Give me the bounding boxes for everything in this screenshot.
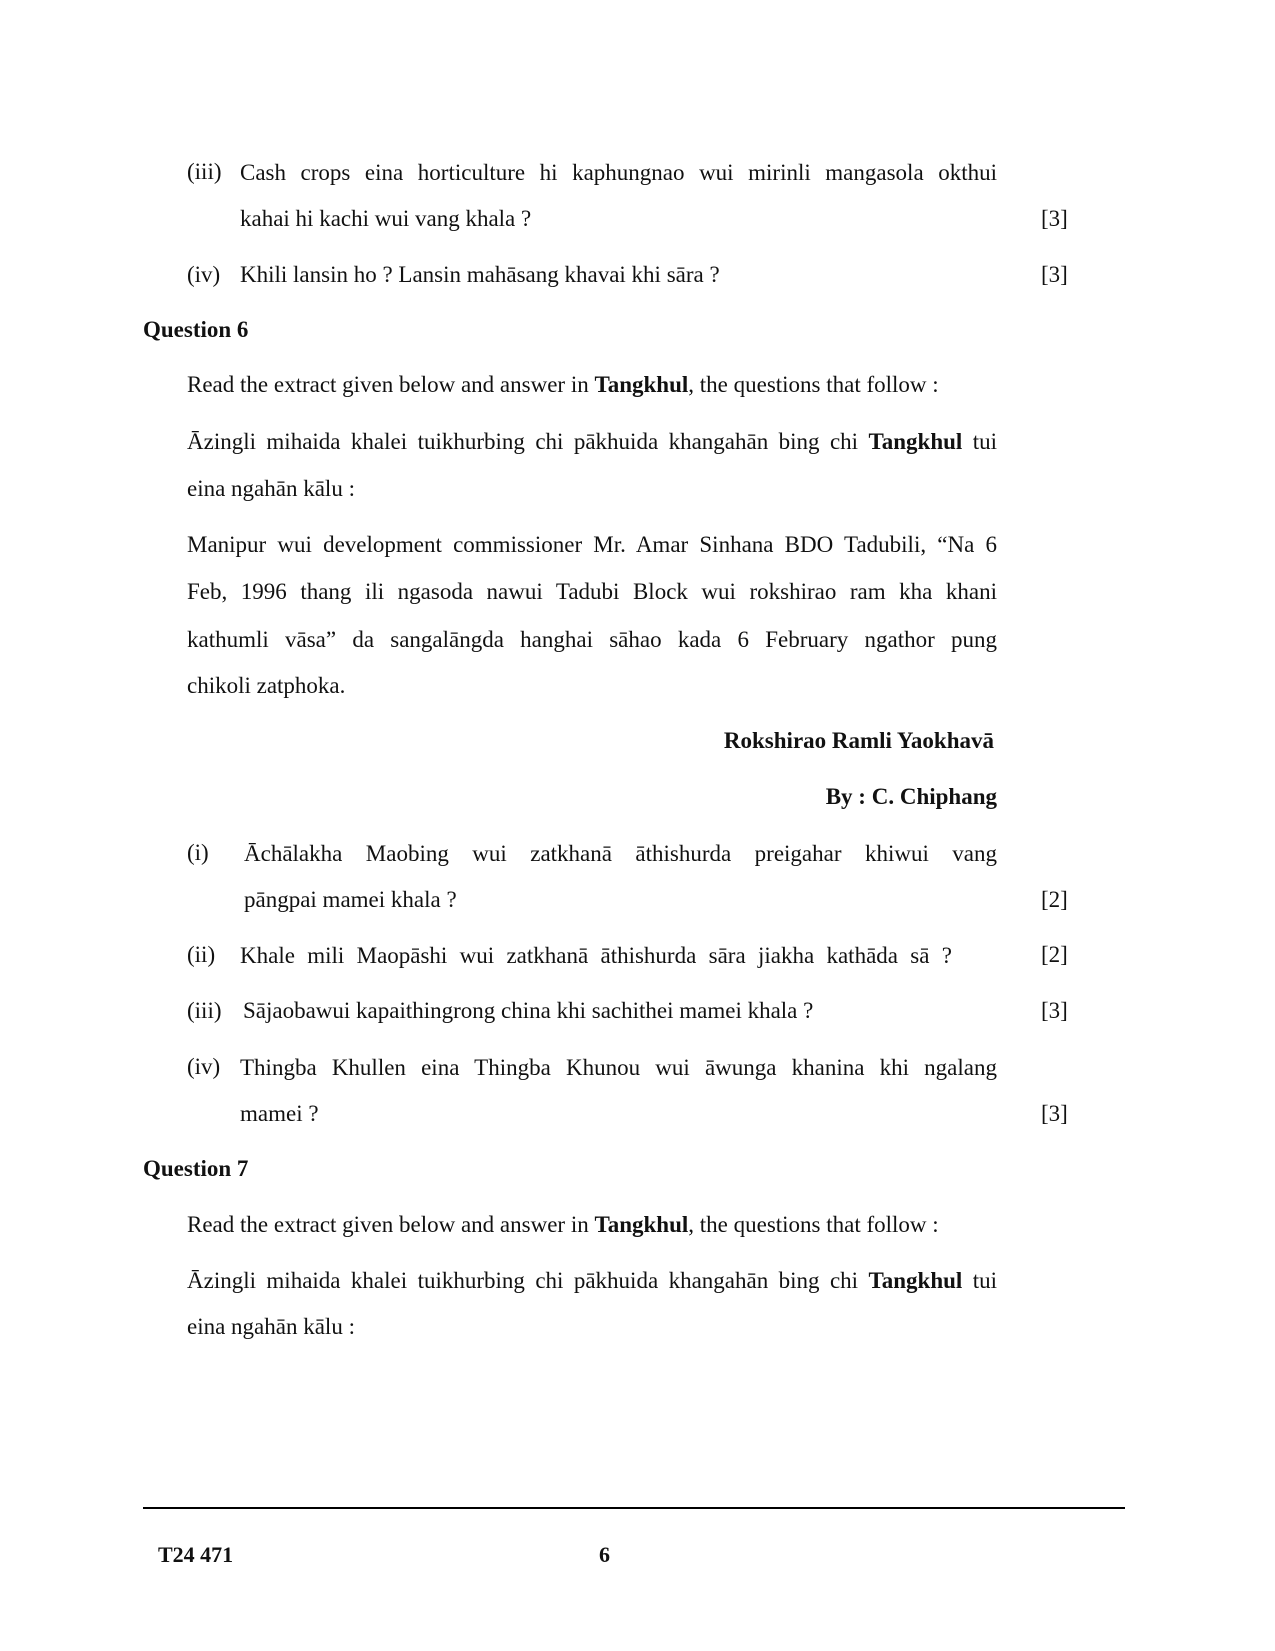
item-text-cont: pāngpai mamei khala ?	[244, 887, 457, 912]
sub-instruction-text: Āzingli mihaida khalei tuikhurbing chi pākhuida khangahān bing chi	[187, 429, 869, 454]
paper-code: T24 471	[158, 1542, 234, 1567]
marks: [2]	[1041, 887, 1068, 912]
extract-line: kathumli vāsa” da sangalāngda hanghai sāhao kada 6 February ngathor pung	[187, 627, 997, 652]
instruction-text-end: , the questions that follow :	[688, 372, 939, 397]
item-text: Cash crops eina horticulture hi kaphungnao wui mirinli mangasola okthui	[240, 160, 997, 185]
instruction-language: Tangkhul	[594, 1212, 689, 1237]
item-text-cont: kahai hi kachi wui vang khala ?	[240, 206, 532, 231]
question-6-heading: Question 6	[143, 317, 249, 342]
marks: [3]	[1041, 206, 1068, 231]
q6-sub-instruction	[187, 428, 997, 456]
instruction-text: Read the extract given below and answer in	[187, 372, 595, 397]
item-text: Khale mili Maopāshi wui zatkhanā āthishurda sāra jiakha kathāda sā ?	[240, 943, 952, 968]
q7-sub-instruction	[187, 1267, 997, 1295]
sub-instruction-language: Tangkhul	[868, 429, 963, 454]
item-text: Sājaobawui kapaithingrong china khi sachithei mamei khala ?	[243, 998, 814, 1023]
item-text-cont: mamei ?	[240, 1101, 319, 1126]
item-text: Thingba Khullen eina Thingba Khunou wui āwunga khanina khi ngalang	[240, 1055, 997, 1080]
sub-instruction-text: Āzingli mihaida khalei tuikhurbing chi pākhuida khangahān bing chi	[187, 1268, 869, 1293]
sub-instruction-text-end: tui	[962, 429, 998, 454]
q6-instruction	[187, 372, 939, 398]
item-number: (i)	[187, 840, 209, 865]
item-number: (iv)	[187, 1054, 221, 1079]
marks: [2]	[1041, 942, 1068, 967]
item-text: Khili lansin ho ? Lansin mahāsang khavai khi sāra ?	[240, 262, 720, 287]
item-number: (iii)	[187, 998, 222, 1023]
sub-instruction-language: Tangkhul	[868, 1268, 963, 1293]
extract-line: Manipur wui development commissioner Mr. Amar Sinhana BDO Tadubili, “Na 6	[187, 532, 997, 557]
instruction-text: Read the extract given below and answer in	[187, 1212, 595, 1237]
marks: [3]	[1041, 262, 1068, 287]
instruction-language: Tangkhul	[594, 372, 689, 397]
extract-line: chikoli zatphoka.	[187, 673, 346, 698]
question-7-heading: Question 7	[143, 1156, 249, 1181]
item-number: (iv)	[187, 262, 221, 287]
item-number: (iii)	[187, 159, 222, 184]
item-number: (ii)	[187, 942, 216, 967]
sub-instruction-text-end: tui	[962, 1268, 998, 1293]
marks: [3]	[1041, 998, 1068, 1023]
item-text: Āchālakha Maobing wui zatkhanā āthishurda preigahar khiwui vang	[244, 841, 997, 866]
q7-sub-instruction-cont: eina ngahān kālu :	[187, 1314, 355, 1339]
extract-line: Feb, 1996 thang ili ngasoda nawui Tadubi Block wui rokshirao ram kha khani	[187, 579, 997, 604]
footer-divider	[143, 1507, 1125, 1509]
q6-sub-instruction-cont: eina ngahān kālu :	[187, 476, 355, 501]
marks: [3]	[1041, 1101, 1068, 1126]
q7-instruction	[187, 1212, 939, 1238]
source-title: Rokshirao Ramli Yaokhavā	[723, 728, 994, 753]
source-author: By : C. Chiphang	[825, 784, 997, 809]
page-number: 6	[599, 1542, 610, 1567]
instruction-text-end: , the questions that follow :	[688, 1212, 939, 1237]
